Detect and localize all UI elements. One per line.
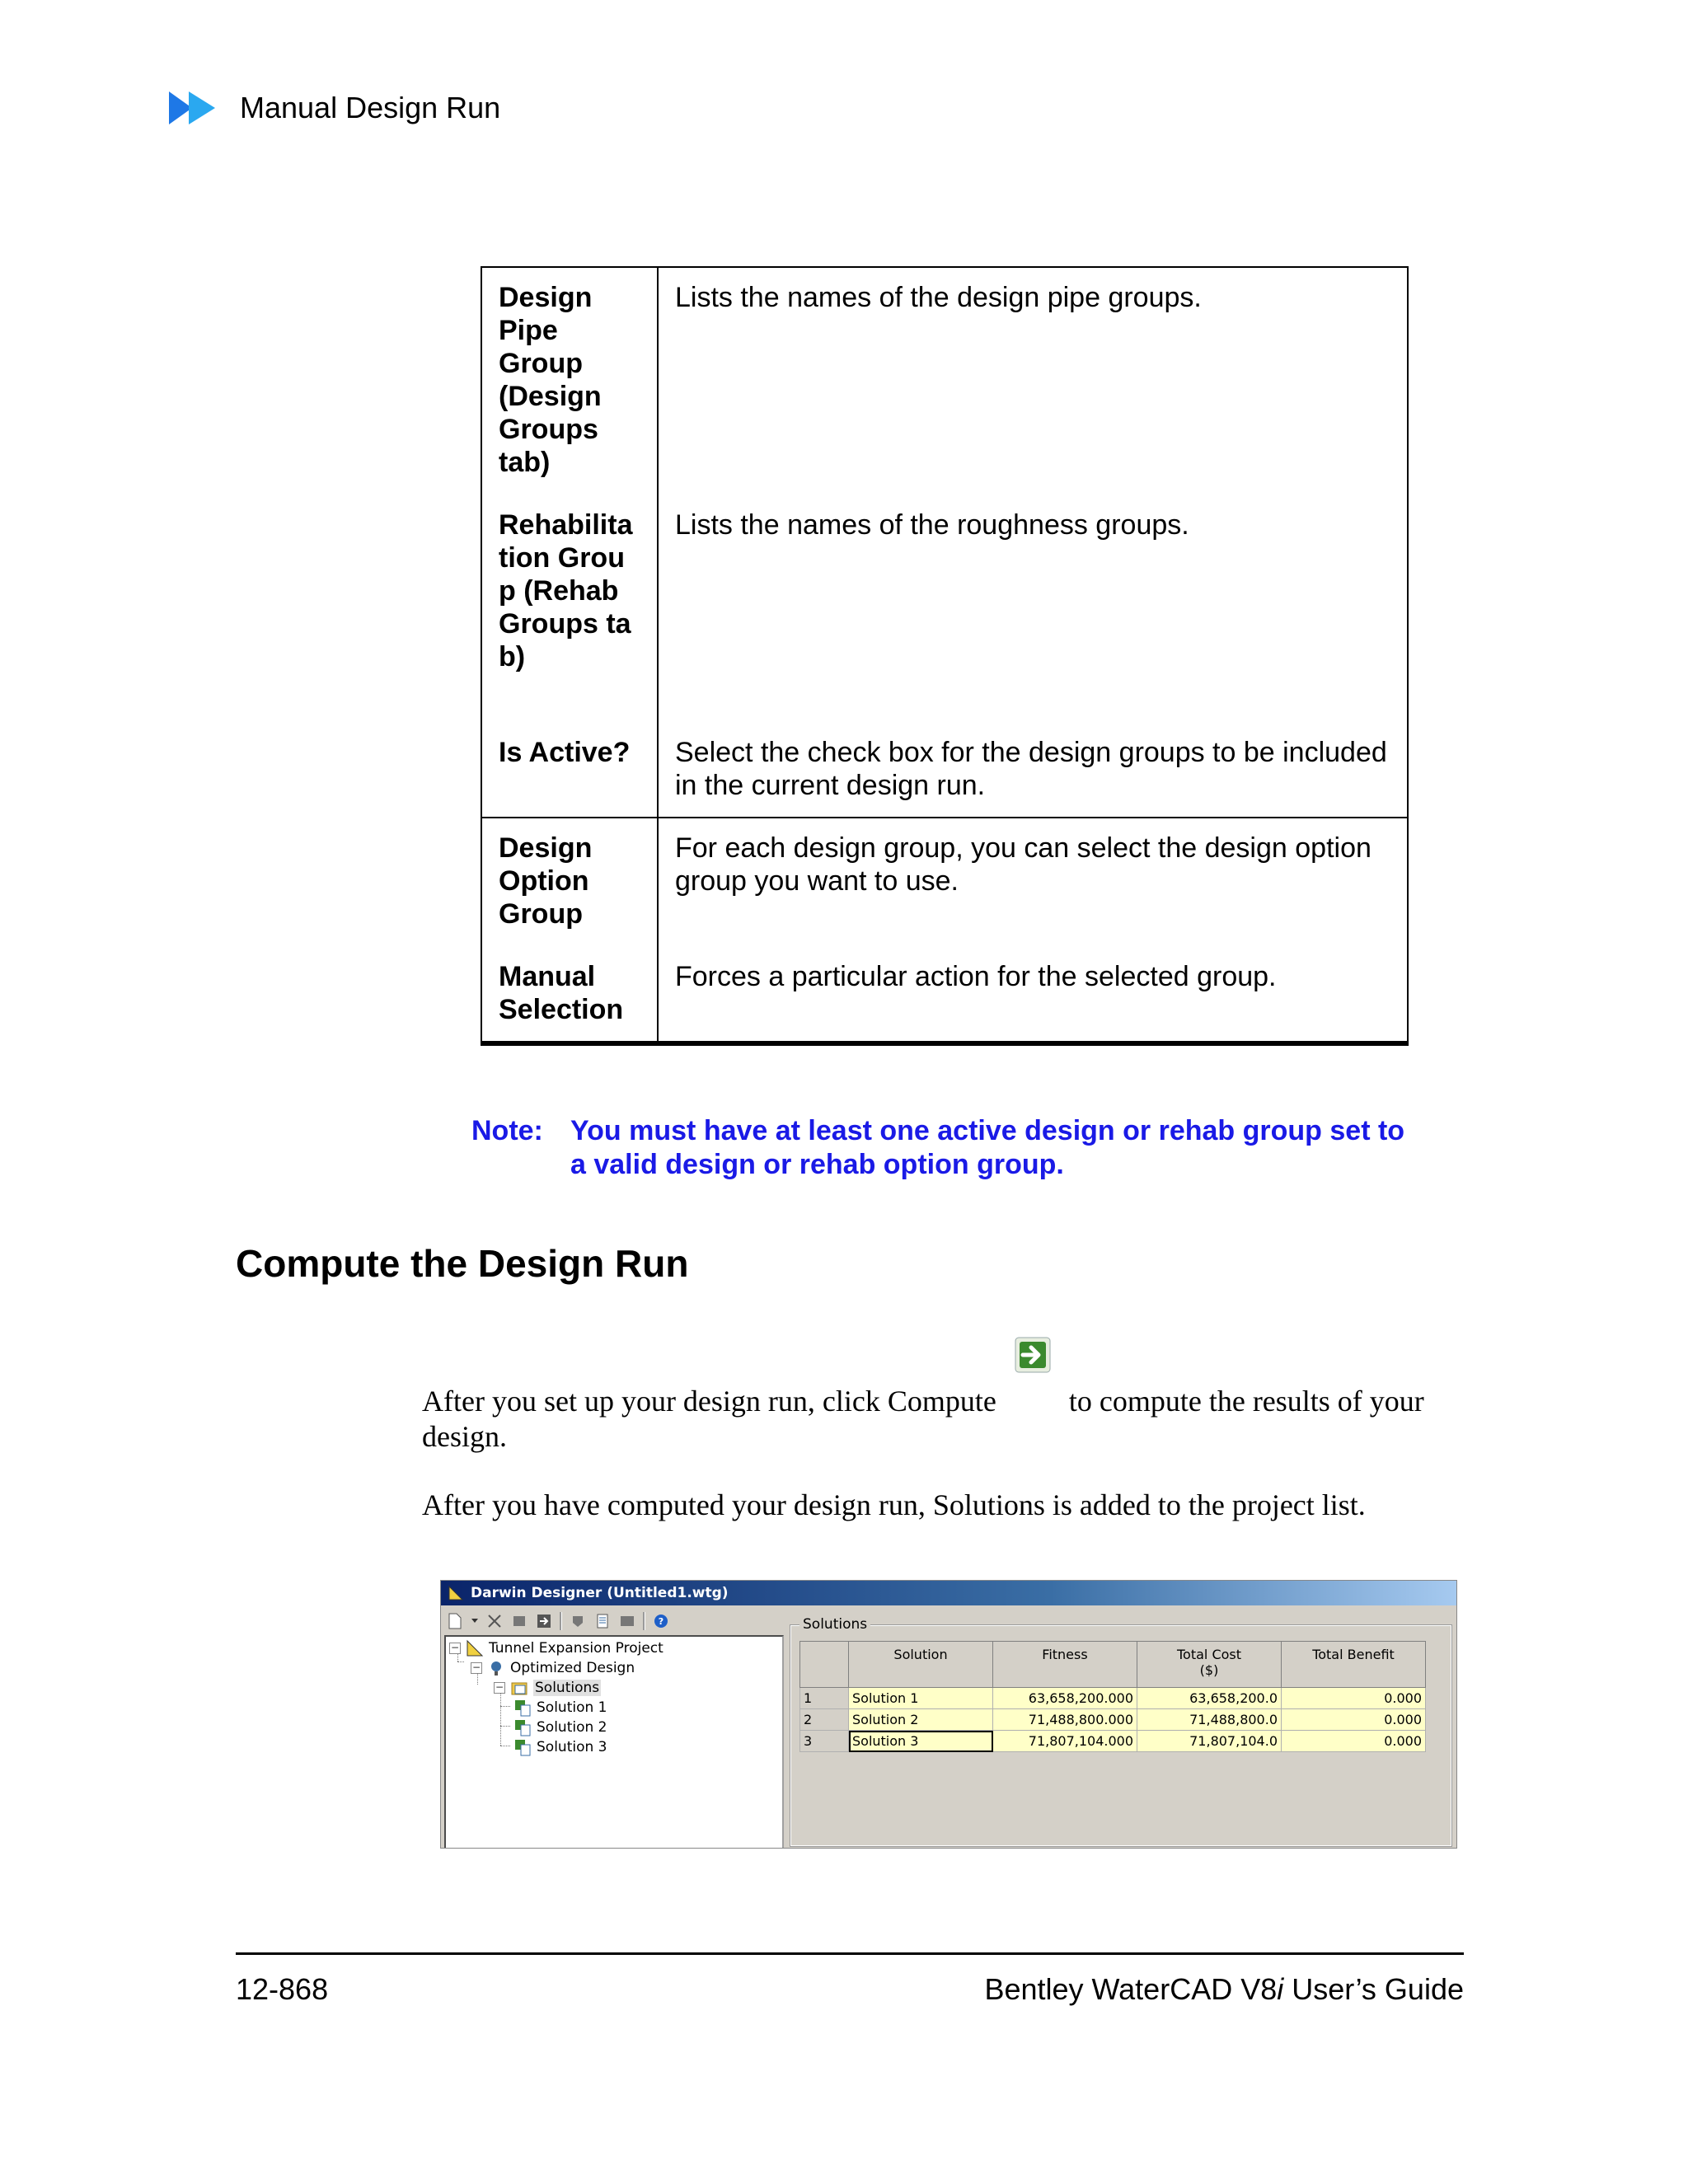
folder-icon (510, 1679, 528, 1697)
term-cell (481, 818, 658, 960)
solution-cell[interactable]: Solution 2 (849, 1709, 993, 1731)
compute-toolbar-icon[interactable] (535, 1612, 553, 1630)
cost-cell[interactable]: 71,488,800.0 (1137, 1709, 1282, 1731)
row-number: 3 (800, 1731, 849, 1752)
table-row[interactable] (800, 1709, 1426, 1731)
section-title: Compute the Design Run (236, 1242, 689, 1285)
corner-header (800, 1642, 849, 1688)
page-header-title: Manual Design Run (240, 91, 501, 124)
fitness-cell[interactable]: 71,488,800.000 (993, 1709, 1137, 1731)
tree-item-solution[interactable] (513, 1718, 607, 1737)
design-icon (487, 1659, 505, 1677)
compute-icon (1015, 1337, 1051, 1373)
benefit-cell[interactable]: 0.000 (1282, 1731, 1426, 1752)
rename-icon[interactable] (510, 1612, 528, 1630)
project-icon (466, 1639, 484, 1657)
double-chevron-icon (169, 90, 222, 126)
definitions-table (481, 266, 1409, 1046)
guide-title-suffix: User’s Guide (1283, 1972, 1464, 2006)
total-cost-label: Total Cost ($) (1176, 1647, 1242, 1678)
table-row (481, 267, 1408, 509)
tree-label: Solution 1 (537, 1699, 607, 1716)
benefit-cell[interactable]: 0.000 (1282, 1688, 1426, 1709)
desc-cell: Lists the names of the roughness groups. (658, 509, 1408, 736)
solutions-paragraph: After you have computed your design run, Solutions is added to the project list. (422, 1488, 1366, 1521)
solution-cell[interactable]: Solution 3 (849, 1731, 993, 1752)
svg-text:?: ? (658, 1616, 664, 1627)
table-row[interactable] (800, 1731, 1426, 1752)
benefit-cell[interactable]: 0.000 (1282, 1709, 1426, 1731)
fitness-cell[interactable]: 63,658,200.000 (993, 1688, 1137, 1709)
window-titlebar (441, 1581, 1456, 1605)
guide-title-italic: i (1277, 1972, 1284, 2006)
report-icon[interactable] (593, 1612, 612, 1630)
solutions-grid (799, 1641, 1426, 1752)
page-number: 12-868 (236, 1972, 329, 2006)
table-row (481, 509, 1408, 736)
desc-cell: Select the check box for the design groups to be included in the current design run. (658, 736, 1408, 818)
toolbar-separator (643, 1612, 645, 1630)
tree-item-solution[interactable] (513, 1698, 607, 1718)
page-header (169, 87, 500, 129)
table-row (481, 818, 1408, 960)
toolbar-separator (560, 1612, 562, 1630)
term-rehabilitation-group: Rehabilitation Group (Rehab Groups tab) (499, 509, 633, 673)
solutions-group (790, 1616, 1451, 1846)
export-icon[interactable] (618, 1612, 636, 1630)
solution-icon (513, 1699, 532, 1717)
table-row[interactable] (800, 1688, 1426, 1709)
term-cell (481, 509, 658, 736)
tree-item-solutions[interactable] (494, 1678, 601, 1698)
dropdown-arrow-icon[interactable] (471, 1612, 479, 1630)
tree-item-solution[interactable] (513, 1737, 607, 1757)
term-cell (481, 960, 658, 1043)
darwin-designer-window (440, 1580, 1457, 1849)
note-label: Note: (471, 1115, 543, 1146)
collapse-icon[interactable]: − (450, 1642, 460, 1653)
column-header-solution[interactable]: Solution (849, 1642, 993, 1688)
row-number: 2 (800, 1709, 849, 1731)
guide-title-prefix: Bentley WaterCAD V8 (984, 1972, 1278, 2006)
solution-icon (513, 1718, 532, 1736)
help-icon[interactable] (652, 1612, 670, 1630)
new-icon[interactable] (446, 1612, 464, 1630)
column-header-fitness[interactable]: Fitness (993, 1642, 1137, 1688)
cost-cell[interactable]: 63,658,200.0 (1137, 1688, 1282, 1709)
collapse-icon[interactable]: − (495, 1681, 504, 1693)
toolbar (446, 1610, 670, 1632)
guide-title (984, 1972, 1464, 2007)
desc-cell: For each design group, you can select the design option group you want to use. (658, 818, 1408, 960)
tree-item-project[interactable] (449, 1638, 663, 1658)
options-icon[interactable] (569, 1612, 587, 1630)
table-row (481, 960, 1408, 1043)
footer-rule (236, 1952, 1464, 1955)
cost-cell[interactable]: 71,807,104.0 (1137, 1731, 1282, 1752)
fitness-cell[interactable]: 71,807,104.000 (993, 1731, 1137, 1752)
delete-icon[interactable] (485, 1612, 504, 1630)
solution-icon (513, 1738, 532, 1756)
tree-label: Solution 3 (537, 1739, 607, 1755)
tree-label: Tunnel Expansion Project (489, 1640, 663, 1657)
window-title: Darwin Designer (Untitled1.wtg) (471, 1585, 729, 1601)
collapse-icon[interactable]: − (471, 1661, 481, 1673)
desc-cell: Forces a particular action for the selected group. (658, 960, 1408, 1043)
tree-label: Optimized Design (510, 1660, 635, 1676)
column-header-total-cost[interactable] (1137, 1642, 1282, 1688)
column-header-total-benefit[interactable]: Total Benefit (1282, 1642, 1426, 1688)
tree-label: Solution 2 (537, 1719, 607, 1736)
compute-text-after: to compute the results of your design. (422, 1385, 1424, 1453)
tree-label: Solutions (535, 1680, 600, 1696)
desc-cell: Lists the names of the design pipe groups. (658, 267, 1408, 509)
compute-paragraph (422, 1378, 1452, 1455)
term-manual-selection: Manual Selection (499, 961, 624, 1025)
tree-item-design[interactable] (471, 1658, 635, 1678)
table-row (481, 736, 1408, 818)
row-number: 1 (800, 1688, 849, 1709)
compute-text-before: After you set up your design run, click Compute (422, 1385, 996, 1418)
solutions-group-label: Solutions (799, 1616, 870, 1633)
term-design-option-group: Design Option Group (499, 832, 593, 930)
term-design-pipe-group: Design Pipe Group (Design Groups tab) (499, 282, 602, 478)
note-callout (471, 1114, 1419, 1182)
term-is-active: Is Active? (481, 736, 658, 818)
note-text: You must have at least one active design or rehab group set to a valid design or rehab option group. (570, 1115, 1405, 1180)
grid-header-row (800, 1642, 1426, 1688)
app-icon (448, 1585, 464, 1601)
solution-cell[interactable]: Solution 1 (849, 1688, 993, 1709)
term-cell (481, 267, 658, 509)
project-tree (444, 1635, 784, 1849)
